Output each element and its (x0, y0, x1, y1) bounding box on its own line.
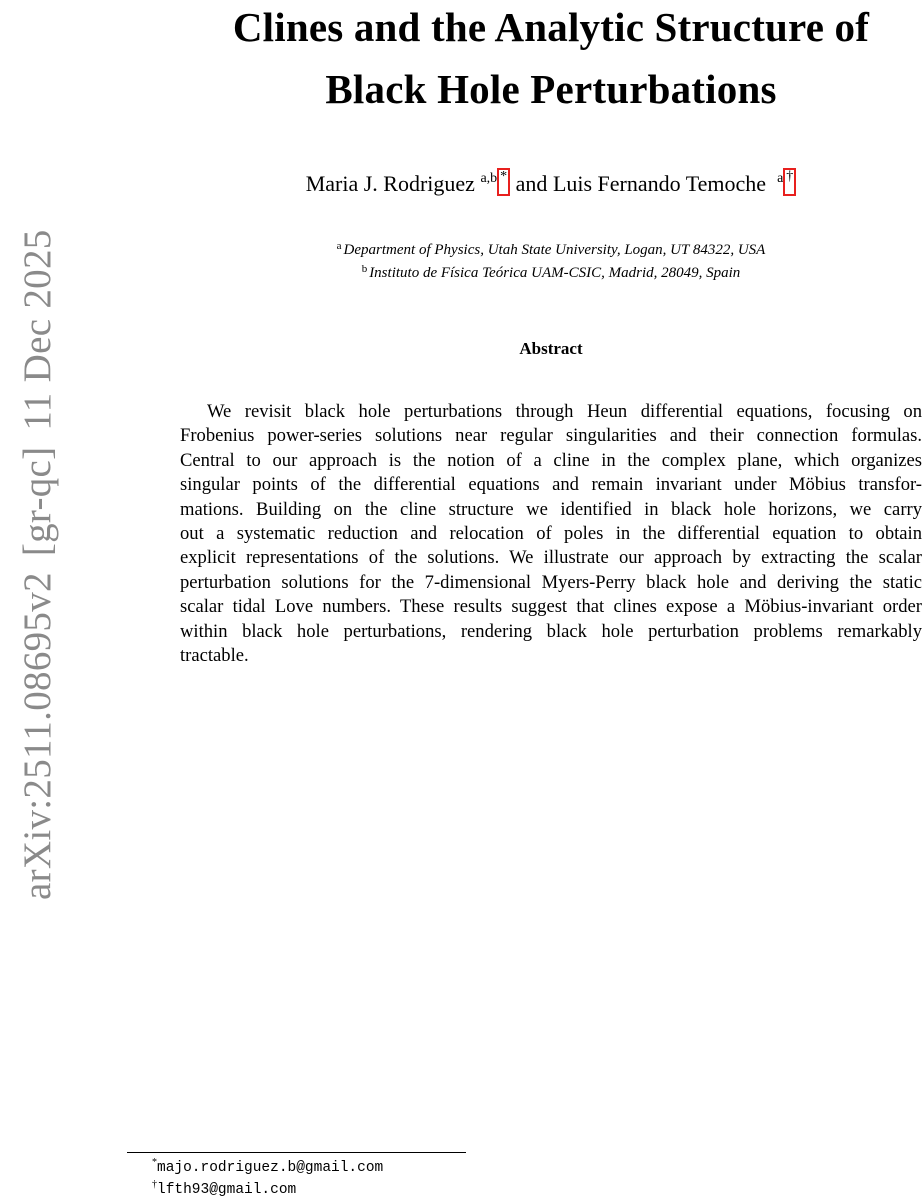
abstract-heading: Abstract (519, 339, 583, 358)
footnote-mark: * (152, 1157, 157, 1168)
abstract-line: Central to our approach is the notion of a cline in the complex plane, which organizes (180, 449, 922, 471)
footnote-email[interactable]: lfth93@gmail.com (157, 1182, 297, 1198)
abstract-line: Frobenius power-series solutions near regular singularities and their connection formulas. (180, 425, 922, 447)
abstract-line: out a systematic reduction and relocation of poles in the differential equation to obtain (180, 522, 922, 544)
affiliation-b (180, 263, 922, 284)
abstract-line: We revisit black hole perturbations through Heun differential equations, focusing on (207, 401, 922, 422)
affiliation-text: Department of Physics, Utah State University, Logan, UT 84322, USA (343, 242, 766, 258)
author-name: Maria J. Rodriguez (305, 171, 475, 196)
footnote-email-1 (152, 1158, 383, 1179)
author-affiliation-marks: a,b (480, 171, 498, 186)
footnote-email[interactable]: majo.rodriguez.b@gmail.com (157, 1160, 384, 1176)
affiliation-label: a (336, 240, 342, 252)
author-affiliation-marks: a (777, 171, 784, 186)
footnote-link-2[interactable]: † (783, 168, 796, 196)
arxiv-identifier-stamp[interactable] (18, 229, 57, 900)
abstract-line: singular points of the differential equations and remain invariant under Möbius transfor- (180, 474, 922, 496)
abstract-line: scalar tidal Love numbers. These results suggest that clines expose a Möbius-invariant order (180, 596, 922, 618)
paper-title (180, 0, 922, 120)
arxiv-date: 11 Dec 2025 (16, 229, 59, 431)
affiliation-text: Instituto de Física Teórica UAM-CSIC, Madrid, 28049, Spain (369, 265, 741, 281)
author-list (180, 169, 922, 203)
abstract-line: tractable. (180, 644, 249, 666)
title-line-1: Clines and the Analytic Structure of (232, 4, 870, 50)
abstract-line: mations. Building on the cline structure we identified in black hole horizons, we carry (180, 498, 922, 520)
footnote-email-2 (152, 1180, 296, 1201)
author-connector: and (515, 171, 548, 196)
footnote-link-1[interactable]: * (497, 168, 510, 196)
affiliation-a (180, 240, 922, 261)
abstract-body (180, 400, 922, 668)
footnote-divider (127, 1152, 466, 1153)
title-line-2: Black Hole Perturbations (325, 66, 777, 112)
affiliation-label: b (361, 263, 368, 275)
abstract-line: perturbation solutions for the 7-dimensional Myers-Perry black hole and deriving the static (180, 571, 922, 593)
abstract-line: explicit representations of the solutions. We illustrate our approach by extracting the scalar (180, 547, 922, 569)
author-name: Luis Fernando Temoche (552, 171, 767, 196)
footnote-mark: † (152, 1179, 157, 1190)
abstract-line: within black hole perturbations, rendering black hole perturbation problems remarkably (180, 620, 922, 642)
arxiv-category: [gr-qc] (16, 446, 59, 557)
arxiv-id[interactable]: arXiv:2511.08695v2 (16, 572, 59, 900)
